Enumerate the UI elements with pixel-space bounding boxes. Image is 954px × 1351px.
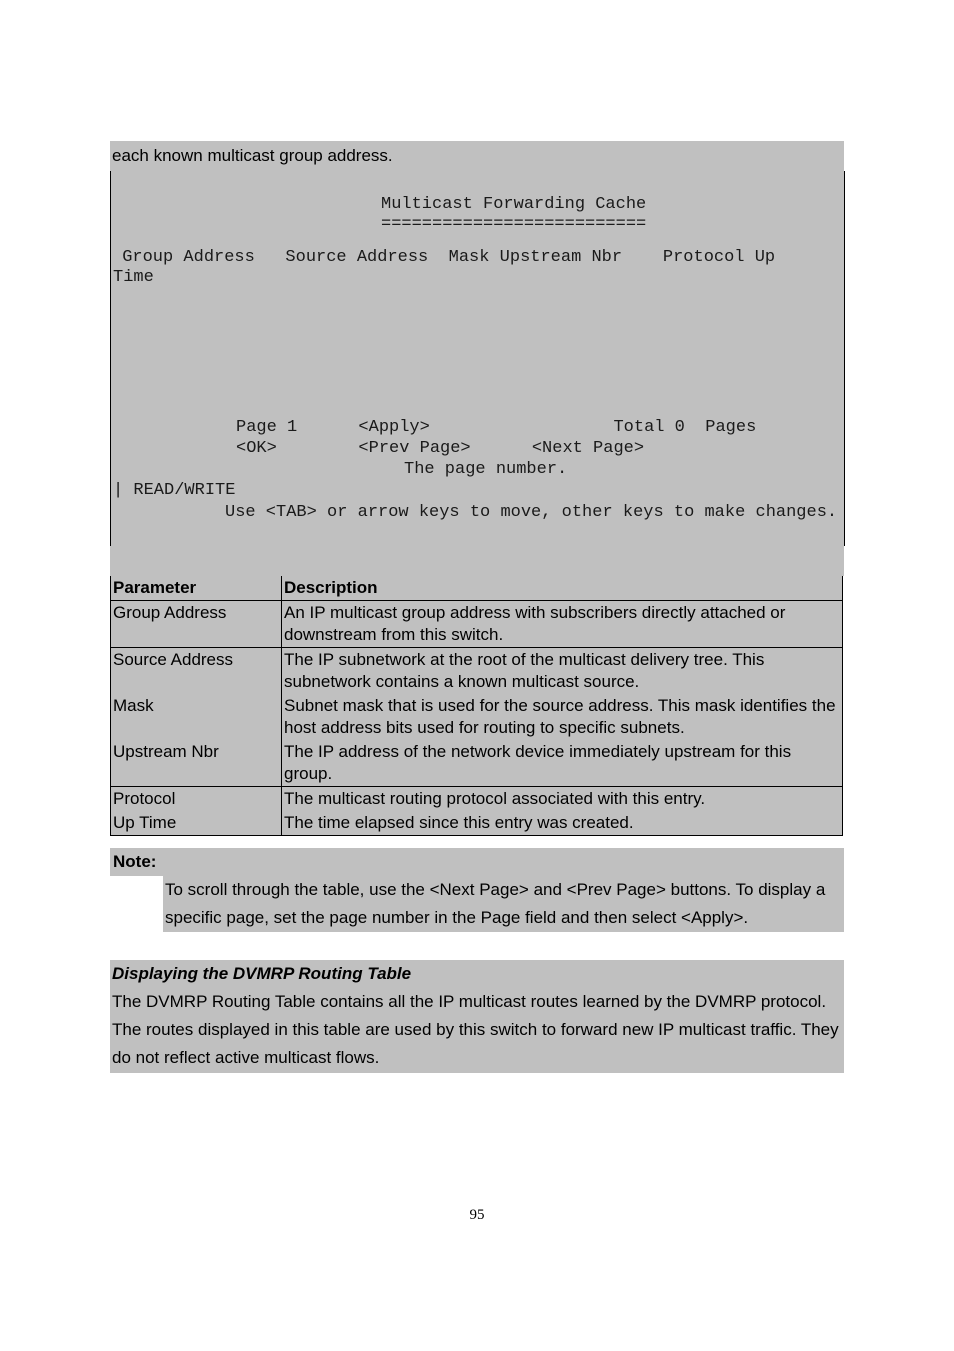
table-header-row: [111, 576, 843, 601]
dvmrp-section: [110, 960, 844, 1073]
param-cell: Upstream Nbr: [111, 740, 282, 787]
field-hint: The page number.: [404, 460, 568, 479]
desc-cell: The multicast routing protocol associated with this entry.: [282, 787, 843, 812]
table-row: [111, 694, 843, 740]
access-mode: | READ/WRITE: [113, 481, 236, 500]
section-body: The DVMRP Routing Table contains all the IP multicast routes learned by the DVMRP protocol. The routes displayed in this table are used by this switch to forward new IP multicast traffic. They do not reflect active multicast flows.: [112, 992, 839, 1067]
screen-title-underline: ==========================: [381, 215, 647, 234]
header-parameter: Parameter: [111, 576, 282, 601]
desc-cell: An IP multicast group address with subscribers directly attached or downstream from this switch.: [282, 601, 843, 648]
help-line: Use <TAB> or arrow keys to move, other keys to make changes.: [225, 503, 838, 522]
desc-cell: The time elapsed since this entry was created.: [282, 811, 843, 836]
note-label-band: [165, 848, 844, 876]
parameter-table: [110, 576, 843, 836]
param-cell: Up Time: [111, 811, 282, 836]
column-headers-wrap: Time: [113, 268, 154, 287]
note-text: To scroll through the table, use the <Next Page> and <Prev Page> buttons. To display a specific page, set the page number in the Page field and then select <Apply>.: [163, 876, 844, 932]
terminal-screen: [110, 171, 845, 546]
column-headers: Group Address Source Address Mask Upstream Nbr Protocol Up: [112, 248, 776, 267]
table-row: [111, 740, 843, 787]
param-cell: Source Address: [111, 648, 282, 695]
intro-text: each known multicast group address.: [110, 141, 844, 171]
note-label: Note:: [110, 848, 165, 876]
table-row: [111, 648, 843, 695]
param-cell: Mask: [111, 694, 282, 740]
desc-cell: The IP subnetwork at the root of the multicast delivery tree. This subnetwork contains a known multicast source.: [282, 648, 843, 695]
navigation-buttons-row[interactable]: <OK> <Prev Page> <Next Page>: [236, 439, 645, 458]
desc-cell: The IP address of the network device immediately upstream for this group.: [282, 740, 843, 787]
table-row: [111, 601, 843, 648]
param-cell: Protocol: [111, 787, 282, 812]
table-row: [111, 811, 843, 836]
page-field-row[interactable]: Page 1 <Apply> Total 0 Pages: [236, 418, 757, 437]
screen-title: Multicast Forwarding Cache: [381, 195, 647, 214]
spacer-band: [110, 546, 844, 576]
section-heading: Displaying the DVMRP Routing Table: [112, 964, 412, 983]
desc-cell: Subnet mask that is used for the source address. This mask identifies the host address bits used for routing to specific subnets.: [282, 694, 843, 740]
param-cell: Group Address: [111, 601, 282, 648]
header-description: Description: [282, 576, 843, 601]
table-row: [111, 787, 843, 812]
page-number: 95: [469, 1207, 485, 1223]
